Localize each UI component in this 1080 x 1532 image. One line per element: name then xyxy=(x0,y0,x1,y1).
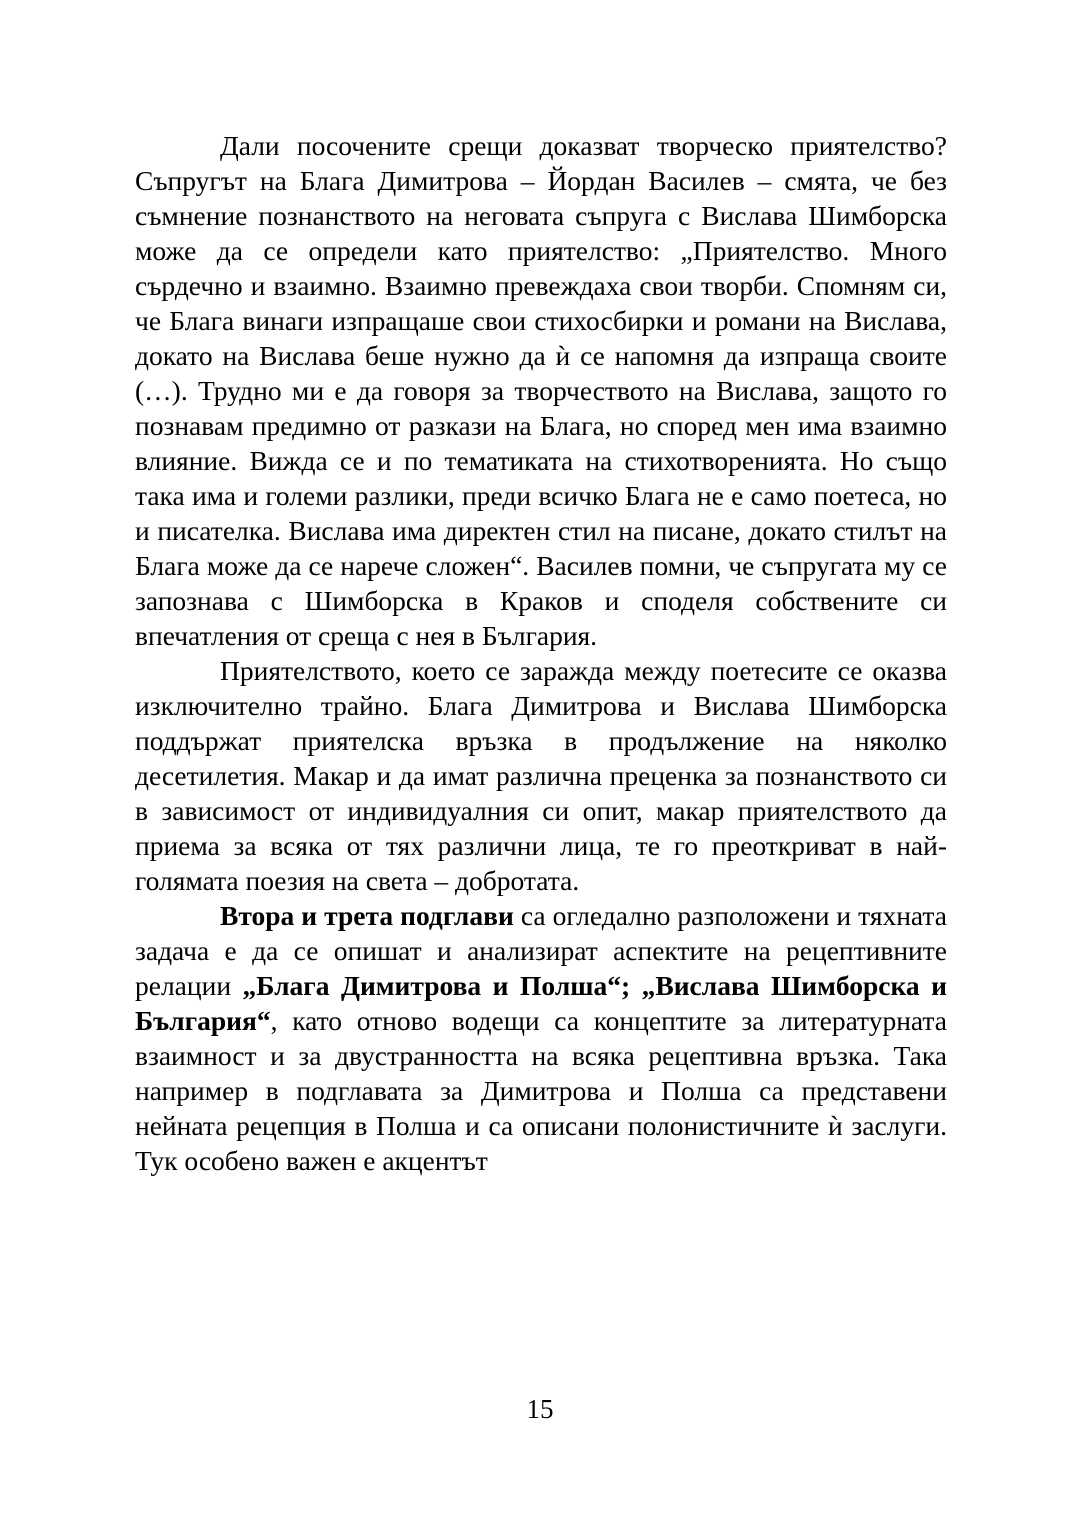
paragraph-3-bold-heading: Втора и трета подглави xyxy=(220,900,514,931)
paragraph-1-text: Дали посочените срещи доказват творческо приятелство? Съпругът на Блага Димитрова – Йордан Василев – смята, че без съмнение познанството на неговата съпруга с Вислава Шимборска може да се определи като приятелство: „Приятелство. Много сърдечно и взаимно. Взаимно превеждаха свои творби. Спомням си, че Блага винаги изпращаше свои стихосбирки и романи на Вислава, докато на Вислава беше нужно да ѝ се напомня да изпраща своите (…). Трудно ми е да говоря за творчеството на Вислава, защото го познавам предимно от разкази на Блага, но според мен има взаимно влияние. Вижда се и по тематиката на стихотворенията. Но също така има и големи разлики, преди всичко Блага не е само поетеса, но и писателка. Вислава има директен стил на писане, докато стилът на Блага може да се нарече сложен“. Василев помни, че съпругата му се запознава с Шимборска в Краков и споделя собствените си впечатления от среща с нея в България. xyxy=(135,130,947,651)
paragraph-2 xyxy=(135,653,947,898)
paragraph-3-bold-titles: „Блага Димитрова и Полша“; „Вислава Шимборска и България“ xyxy=(135,970,947,1036)
paragraph-1 xyxy=(135,128,947,653)
paragraph-2-text: Приятелството, което се заражда между поетесите се оказва изключително трайно. Блага Димитрова и Вислава Шимборска поддържат приятелска връзка в продължение на няколко десетилетия. Макар и да имат различна преценка за познанството си в зависимост от индивидуалния си опит, макар приятелството да приема за всяка от тях различни лица, те го преоткриват в най-голямата поезия на света – добротата. xyxy=(135,655,947,896)
paragraph-3 xyxy=(135,898,947,1178)
page-number: 15 xyxy=(526,1394,554,1424)
paragraph-3-text-b: , като отново водещи са концептите за литературната взаимност и за двустранността на всяка рецептивна връзка. Така например в подглавата за Димитрова и Полша са представени нейната рецепция в Полша и са описани полонистичните ѝ заслуги. Тук особено важен е акцентът xyxy=(135,1005,947,1176)
paragraph-3-text-a: са огледално разположени и тяхната задача е да се опишат и анализират аспектите на рецептивните релации xyxy=(135,900,947,1001)
page-content xyxy=(135,128,947,1178)
